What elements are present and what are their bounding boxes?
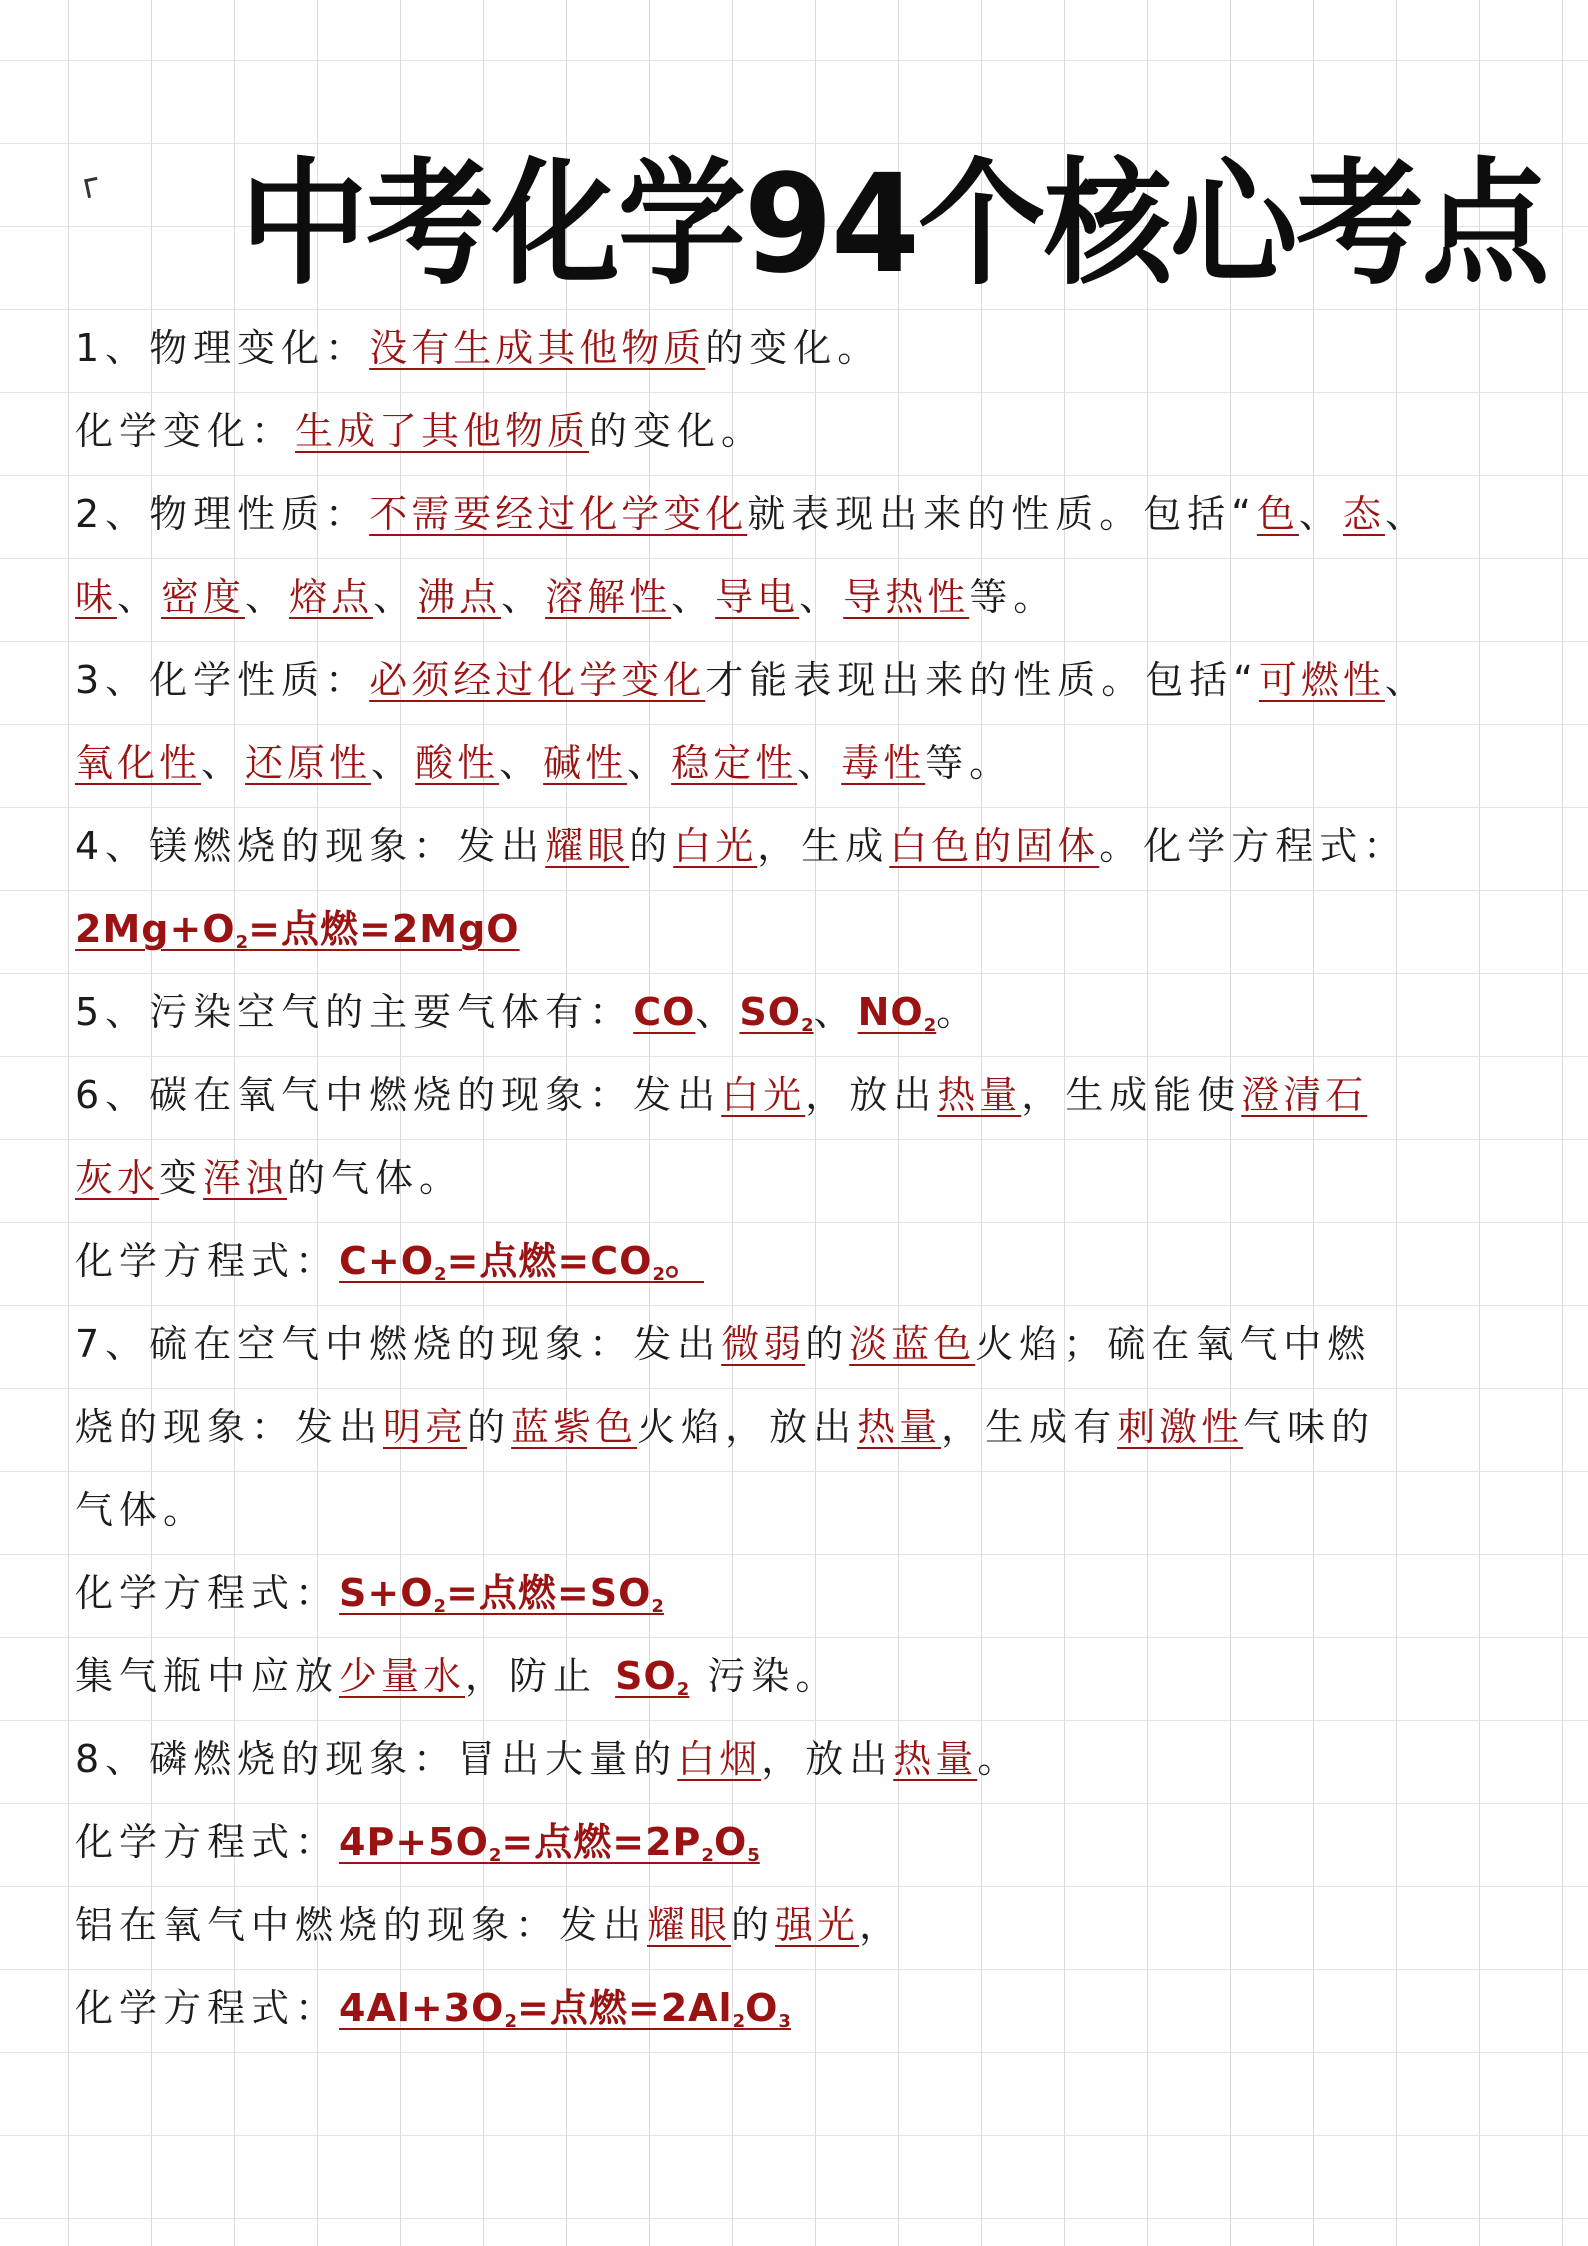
keyword-highlight: 还原性 — [245, 741, 372, 785]
line-text: 污染。 — [689, 1654, 840, 1698]
keyword-highlight: 溶解性 — [545, 575, 672, 619]
note-line — [75, 1314, 1515, 1397]
formula-subscript: 2 — [801, 1015, 814, 1036]
line-text: 8、磷燃烧的现象：冒出大量的 — [75, 1737, 678, 1781]
note-line — [75, 1065, 1515, 1148]
note-line — [75, 982, 1515, 1065]
keyword-highlight: 明亮 — [383, 1405, 468, 1449]
formula-part: 2Mg+O — [75, 907, 236, 951]
formula-part: CO — [633, 990, 696, 1034]
keyword-highlight: 导电 — [715, 575, 800, 619]
line-text: 的 — [629, 824, 674, 868]
note-line — [75, 733, 1515, 816]
note-line — [75, 1646, 1515, 1729]
note-line — [75, 650, 1515, 733]
keyword-highlight: 没有生成其他物质 — [369, 326, 706, 370]
line-text: 、 — [371, 741, 416, 785]
note-line — [75, 567, 1515, 650]
line-text: 、 — [1298, 492, 1343, 536]
formula-subscript: 2 — [433, 1596, 447, 1617]
line-text: 铝在氧气中燃烧的现象：发出 — [75, 1903, 648, 1947]
line-text: 4、镁燃烧的现象：发出 — [75, 824, 546, 868]
line-text: 化学方程式： — [75, 1986, 340, 2030]
chemical-formula — [339, 1986, 791, 2030]
formula-part: =点燃=2Al — [517, 1986, 733, 2030]
line-text: 1、物理变化： — [75, 326, 370, 370]
chemical-formula — [615, 1654, 689, 1698]
line-text: 5、污染空气的主要气体有： — [75, 990, 634, 1034]
note-line — [75, 1148, 1515, 1231]
formula-subscript: 2 — [488, 1845, 502, 1866]
formula-part: 。 — [664, 1239, 704, 1283]
formula-part: O — [713, 1820, 748, 1864]
line-text: 6、碳在氧气中燃烧的现象：发出 — [75, 1073, 722, 1117]
keyword-highlight: 灰水 — [75, 1156, 160, 1200]
chemical-formula — [633, 990, 695, 1034]
line-text: 就表现出来的性质。包括“ — [747, 492, 1257, 536]
formula-subscript: 2 — [235, 932, 249, 953]
note-line — [75, 899, 1515, 982]
chemical-formula — [739, 990, 813, 1034]
line-text: 、 — [201, 741, 246, 785]
keyword-highlight: 碱性 — [543, 741, 628, 785]
note-line — [75, 1812, 1515, 1895]
formula-part: =点燃=2MgO — [248, 907, 520, 951]
keyword-highlight: 导热性 — [843, 575, 970, 619]
formula-subscript: 2 — [701, 1845, 714, 1866]
line-text: 气体。 — [75, 1488, 208, 1532]
keyword-highlight: 酸性 — [415, 741, 500, 785]
line-text: 、 — [695, 990, 740, 1034]
keyword-highlight: 耀眼 — [545, 824, 630, 868]
formula-subscript: 2 — [434, 1264, 447, 1285]
formula-subscript: 2 — [923, 1015, 937, 1036]
line-text: 火焰；硫在氧气中燃 — [975, 1322, 1372, 1366]
keyword-highlight: 微弱 — [721, 1322, 806, 1366]
keyword-highlight: 态 — [1342, 492, 1385, 536]
line-text: ，放出 — [761, 1737, 894, 1781]
line-text: 火焰，放出 — [637, 1405, 858, 1449]
formula-part: =点燃=2P — [501, 1820, 702, 1864]
keyword-highlight: 味 — [75, 575, 118, 619]
note-line — [75, 401, 1515, 484]
line-text: 、 — [1384, 492, 1429, 536]
line-text: 、 — [799, 575, 844, 619]
chemical-formula — [339, 1820, 760, 1864]
line-text: 7、硫在空气中燃烧的现象：发出 — [75, 1322, 722, 1366]
line-text: ，防止 — [465, 1654, 616, 1698]
keyword-highlight: 生成了其他物质 — [295, 409, 590, 453]
note-line — [75, 1978, 1515, 2061]
keyword-highlight: 不需要经过化学变化 — [369, 492, 748, 536]
keyword-highlight: 耀眼 — [647, 1903, 732, 1947]
formula-part: SO — [739, 990, 802, 1034]
formula-subscript: 5 — [747, 1845, 760, 1866]
line-text: 化学变化： — [75, 409, 296, 453]
keyword-highlight: 热量 — [857, 1405, 942, 1449]
formula-part: NO — [857, 990, 924, 1034]
line-text: 、 — [1384, 658, 1429, 702]
line-text: ，生成 — [757, 824, 890, 868]
line-text: 的 — [805, 1322, 850, 1366]
line-text: 、 — [671, 575, 716, 619]
chemical-formula — [339, 1239, 704, 1283]
line-text: 。 — [977, 1737, 1022, 1781]
line-text: 。 — [936, 990, 981, 1034]
note-line — [75, 1231, 1515, 1314]
line-text: 、 — [373, 575, 418, 619]
note-line — [75, 1563, 1515, 1646]
line-text: ，生成有 — [941, 1405, 1118, 1449]
line-text: 变 — [159, 1156, 204, 1200]
line-text: 气味的 — [1243, 1405, 1376, 1449]
line-text: 、 — [797, 741, 842, 785]
line-text: 2、物理性质： — [75, 492, 370, 536]
chemical-formula — [858, 990, 937, 1034]
line-text: 化学方程式： — [75, 1239, 340, 1283]
note-line — [75, 1729, 1515, 1812]
keyword-highlight: 白光 — [673, 824, 758, 868]
corner-mark-icon — [84, 177, 101, 198]
formula-subscript: 3 — [778, 2011, 791, 2032]
keyword-highlight: 热量 — [893, 1737, 978, 1781]
keyword-highlight: 浑浊 — [203, 1156, 288, 1200]
line-text: 、 — [813, 990, 858, 1034]
keyword-highlight: 可燃性 — [1258, 658, 1385, 702]
formula-subscript: 2 — [652, 1264, 665, 1285]
line-text: ，放出 — [805, 1073, 938, 1117]
formula-subscript: 2 — [732, 2011, 746, 2032]
keyword-highlight: 氧化性 — [75, 741, 202, 785]
line-text: 化学方程式： — [75, 1820, 340, 1864]
line-text: 烧的现象：发出 — [75, 1405, 384, 1449]
line-text: 的 — [467, 1405, 512, 1449]
line-text: 。化学方程式： — [1099, 824, 1408, 868]
keyword-highlight: 稳定性 — [671, 741, 798, 785]
keyword-highlight: 密度 — [161, 575, 246, 619]
keyword-highlight: 白烟 — [677, 1737, 762, 1781]
keyword-highlight: 白光 — [721, 1073, 806, 1117]
keyword-highlight: 蓝紫色 — [511, 1405, 638, 1449]
line-text: 、 — [501, 575, 546, 619]
line-text: 等。 — [969, 575, 1058, 619]
line-text: 等。 — [925, 741, 1014, 785]
line-text: 3、化学性质： — [75, 658, 370, 702]
keyword-highlight: 毒性 — [841, 741, 926, 785]
formula-part: =点燃=SO — [446, 1571, 652, 1615]
chemical-formula — [339, 1571, 664, 1615]
line-text: 化学方程式： — [75, 1571, 340, 1615]
line-text: 、 — [245, 575, 290, 619]
formula-subscript: 2 — [676, 1679, 690, 1700]
line-text: 才能表现出来的性质。包括“ — [705, 658, 1259, 702]
note-line — [75, 1895, 1515, 1978]
note-line — [75, 318, 1515, 401]
line-text: 、 — [117, 575, 162, 619]
line-text: 集气瓶中应放 — [75, 1654, 340, 1698]
line-text: ， — [859, 1903, 904, 1947]
note-line — [75, 1397, 1515, 1480]
formula-part: C+O — [339, 1239, 435, 1283]
formula-part: 4Al+3O — [339, 1986, 505, 2030]
keyword-highlight: 白色的固体 — [889, 824, 1100, 868]
keyword-highlight: 色 — [1256, 492, 1299, 536]
line-text: 、 — [499, 741, 544, 785]
line-text: 的 — [731, 1903, 776, 1947]
keyword-highlight: 刺激性 — [1117, 1405, 1244, 1449]
note-line — [75, 816, 1515, 899]
formula-part: 4P+5O — [339, 1820, 489, 1864]
note-line — [75, 1480, 1515, 1563]
formula-part: S+O — [339, 1571, 434, 1615]
keyword-highlight: 熔点 — [289, 575, 374, 619]
keyword-highlight: 必须经过化学变化 — [369, 658, 706, 702]
formula-subscript: 2 — [504, 2011, 518, 2032]
keyword-highlight: 热量 — [937, 1073, 1022, 1117]
formula-subscript: 2 — [651, 1596, 664, 1617]
line-text: 的变化。 — [705, 326, 882, 370]
formula-part: SO — [615, 1654, 677, 1698]
keyword-highlight: 沸点 — [417, 575, 502, 619]
keyword-highlight: 淡蓝色 — [849, 1322, 976, 1366]
keyword-highlight: 澄清石 — [1241, 1073, 1368, 1117]
note-content — [75, 318, 1515, 2061]
line-text: 的气体。 — [287, 1156, 464, 1200]
line-text: ，生成能使 — [1021, 1073, 1242, 1117]
keyword-highlight: 强光 — [775, 1903, 860, 1947]
note-line — [75, 484, 1515, 567]
formula-part: =点燃=CO — [446, 1239, 653, 1283]
keyword-highlight: 少量水 — [339, 1654, 466, 1698]
page-title: 中考化学94个核心考点 — [240, 146, 1548, 304]
chemical-formula — [75, 907, 520, 951]
line-text: 、 — [627, 741, 672, 785]
line-text: 的变化。 — [589, 409, 766, 453]
formula-part: O — [745, 1986, 779, 2030]
